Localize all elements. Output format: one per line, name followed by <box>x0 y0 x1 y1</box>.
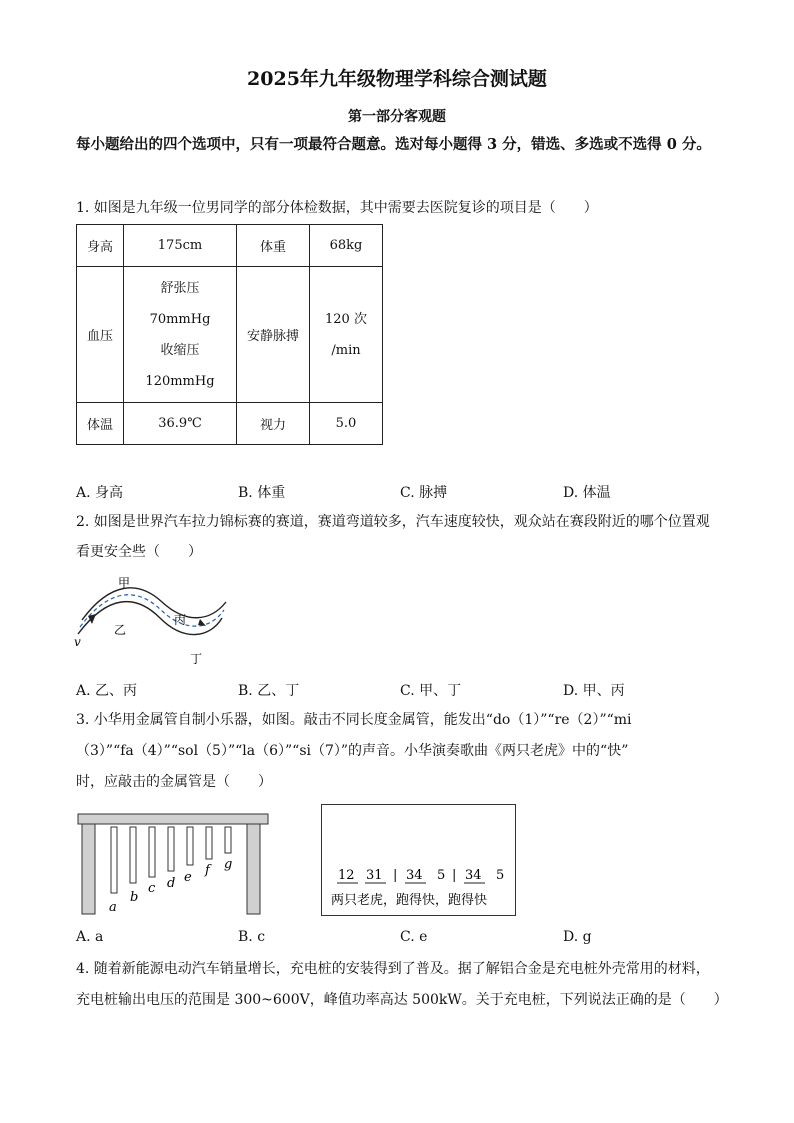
notation-token: 12 <box>338 868 355 883</box>
notation-token: 34 <box>465 868 482 883</box>
route-arrow <box>198 619 206 626</box>
q1-option-d[interactable]: D. 体温 <box>563 485 611 501</box>
q2-option-a[interactable]: A. 乙、丙 <box>76 683 138 699</box>
q3-stem-line3: 时，应敲击的金属管是（ ） <box>76 774 272 790</box>
pulse-line: /min <box>331 342 361 358</box>
pipe-label-f: f <box>205 863 210 878</box>
q3-stem-line1: 3. 小华用金属管自制小乐器，如图。敲击不同长度金属管，能发出“do（1）”“re（2）”“mi <box>76 712 632 728</box>
q2-option-c[interactable]: C. 甲、丁 <box>400 683 462 699</box>
q2-option-b[interactable]: B. 乙、丁 <box>238 683 300 699</box>
pipe-label-e: e <box>184 870 192 885</box>
q1-option-a[interactable]: A. 身高 <box>76 485 124 501</box>
pipe-f <box>206 827 212 859</box>
bp-line: 舒张压 <box>160 280 200 296</box>
pipe-d <box>168 827 174 871</box>
q4-stem-line2: 充电桩输出电压的范围是 300~600V，峰值功率高达 500kW。关于充电桩，下列说法正确的是（ ） <box>76 992 728 1008</box>
q3-option-b[interactable]: B. c <box>238 929 266 945</box>
label-v: v <box>74 635 81 649</box>
notation-token: 5 <box>496 868 505 883</box>
q3-option-c[interactable]: C. e <box>400 929 428 945</box>
temp-value: 36.9℃ <box>124 403 237 445</box>
weight-label: 体重 <box>237 225 310 267</box>
weight-value: 68kg <box>310 225 383 267</box>
q2-stem-line2: 看更安全些（ ） <box>76 544 202 560</box>
instrument-right-leg <box>247 824 260 914</box>
bp-label: 血压 <box>77 267 124 403</box>
pipe-c <box>149 827 155 877</box>
bp-line: 120mmHg <box>145 373 215 389</box>
page-title: 2025年九年级物理学科综合测试题 <box>247 68 547 90</box>
vision-value: 5.0 <box>310 403 383 445</box>
pipe-label-g: g <box>224 857 233 872</box>
pulse-label: 安静脉搏 <box>237 267 310 403</box>
vision-label: 视力 <box>237 403 310 445</box>
q3-option-d[interactable]: D. g <box>563 929 592 945</box>
pulse-value <box>310 267 383 403</box>
pipe-label-a: a <box>109 900 117 915</box>
song-score-box <box>321 804 516 916</box>
label-yi: 乙 <box>114 623 127 637</box>
pipe-label-c: c <box>148 881 156 896</box>
notation-token: 31 <box>366 868 383 883</box>
q1-option-b[interactable]: B. 体重 <box>238 485 286 501</box>
label-ding: 丁 <box>190 652 203 666</box>
pulse-line: 120 次 <box>325 311 367 327</box>
q4-stem-line1: 4. 随着新能源电动汽车销量增长，充电桩的安装得到了普及。据了解铝合金是充电桩外壳常用的材料， <box>76 961 710 977</box>
pipe-b <box>130 827 136 883</box>
race-track-diagram <box>70 572 240 672</box>
metal-pipe-instrument <box>74 810 274 920</box>
pipe-label-b: b <box>130 890 139 905</box>
height-value: 175cm <box>124 225 237 267</box>
notation-token: 5 <box>437 868 446 883</box>
section-title: 第一部分客观题 <box>348 109 446 125</box>
instructions: 每小题给出的四个选项中，只有一项最符合题意。选对每小题得 3 分，错选、多选或不选得 0 分。 <box>76 136 711 153</box>
bp-value <box>124 267 237 403</box>
notation-token: 34 <box>406 868 423 883</box>
pipe-a <box>111 827 117 893</box>
pipe-g <box>225 827 231 853</box>
temp-label: 体温 <box>77 403 124 445</box>
label-jia: 甲 <box>118 576 131 590</box>
label-bing: 丙 <box>174 613 187 627</box>
q2-option-d[interactable]: D. 甲、丙 <box>563 683 625 699</box>
pipe-label-d: d <box>167 876 176 891</box>
vitals-table <box>76 224 383 445</box>
q3-option-a[interactable]: A. a <box>76 929 104 945</box>
instrument-top-bar <box>78 814 268 824</box>
q3-stem-line2: （3）”“fa（4）”“sol（5）”“la（6）”“si（7）”的声音。小华演奏歌曲《两只老虎》中的“快” <box>76 743 629 759</box>
notation-token: | <box>452 868 457 883</box>
bp-line: 收缩压 <box>160 342 200 358</box>
instrument-left-leg <box>82 824 95 914</box>
height-label: 身高 <box>77 225 124 267</box>
q1-stem: 1. 如图是九年级一位男同学的部分体检数据，其中需要去医院复诊的项目是（ ） <box>76 200 598 216</box>
pipe-e <box>187 827 193 865</box>
notation-token: | <box>393 868 398 883</box>
q1-option-c[interactable]: C. 脉搏 <box>400 485 448 501</box>
q2-stem-line1: 2. 如图是世界汽车拉力锦标赛的赛道，赛道弯道较多，汽车速度较快，观众站在赛段附近的哪个位置观 <box>76 514 710 530</box>
song-lyrics: 两只老虎，跑得快，跑得快 <box>331 893 488 908</box>
bp-line: 70mmHg <box>149 311 211 327</box>
